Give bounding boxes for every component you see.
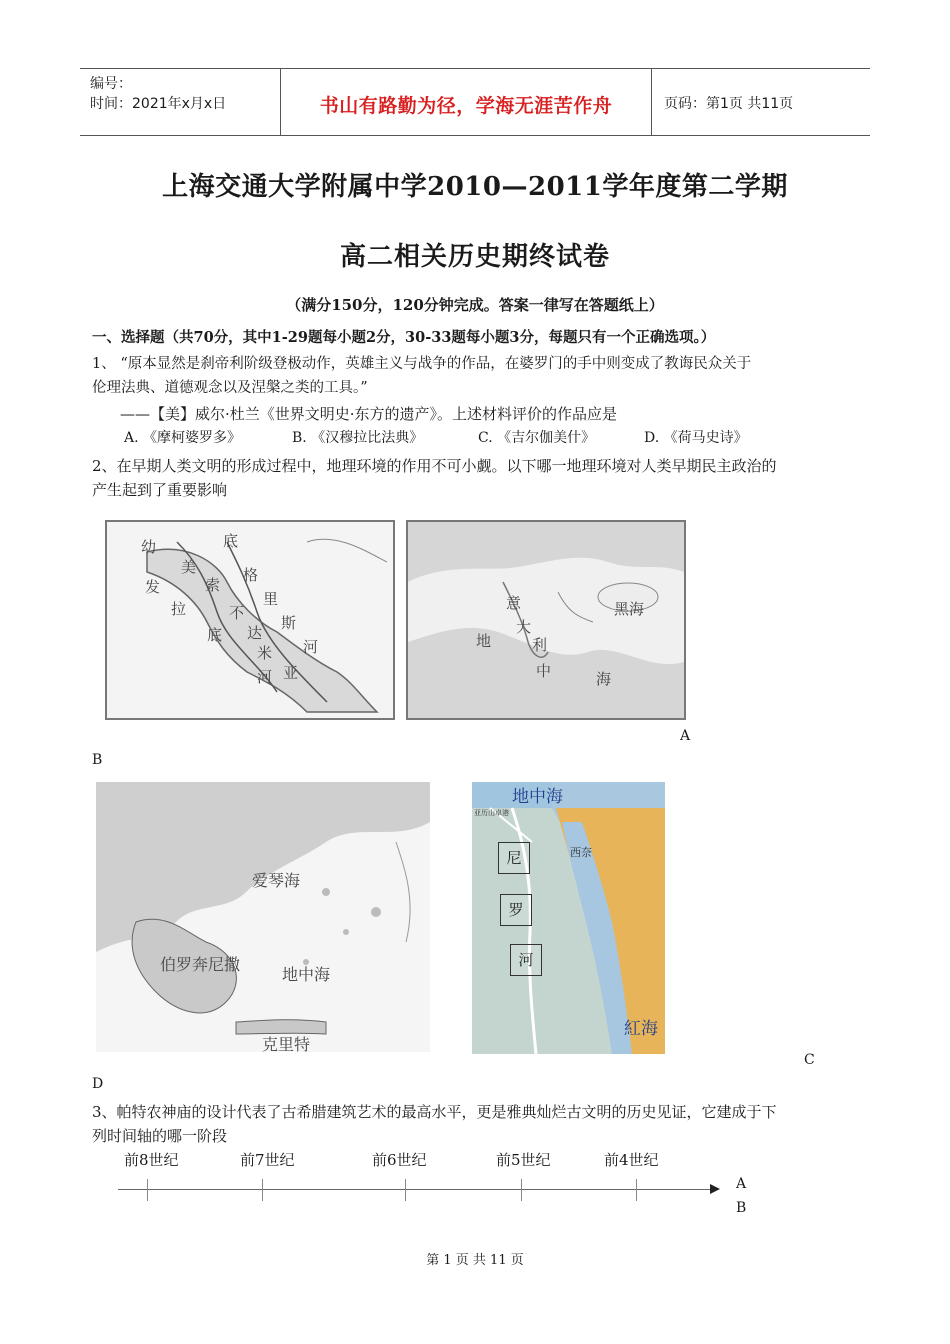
- map1-label-9: 米: [257, 644, 273, 662]
- map-mediterranean[interactable]: [406, 520, 686, 720]
- map2-label-blacksea: 黑海: [614, 600, 645, 618]
- q3-option-b[interactable]: B: [736, 1200, 747, 1216]
- map-nile[interactable]: [472, 782, 665, 1054]
- nile-box-2: 罗: [500, 894, 532, 926]
- map1-label-1: 幼: [141, 538, 157, 556]
- map1-label-6: 索: [205, 576, 221, 594]
- q2-label-d[interactable]: D: [92, 1076, 104, 1092]
- mediterranean-map-graphic: [408, 522, 684, 718]
- map1-label-10: 亚: [283, 664, 299, 682]
- timeline-label-4: 前5世纪: [496, 1151, 551, 1169]
- map3-label-aegean: 爱琴海: [252, 871, 301, 890]
- page-label: 页码：第1页 共11页: [664, 96, 794, 112]
- timeline-tick: [521, 1179, 522, 1201]
- time-label: 时间：2021年x月x日: [90, 96, 227, 112]
- q3-option-a[interactable]: A: [736, 1176, 747, 1192]
- map4-label-port: 亚历山卓港: [474, 809, 509, 817]
- map1-label-13: 斯: [281, 614, 297, 632]
- map2-label-7: 海: [596, 670, 612, 688]
- timeline-axis: [118, 1189, 712, 1190]
- map1-label-7: 不: [229, 604, 245, 622]
- map1-label-14: 河: [303, 638, 319, 656]
- q1-option-d[interactable]: D. 《荷马史诗》: [644, 430, 748, 446]
- map1-label-12: 里: [263, 590, 279, 608]
- timeline-tick: [405, 1179, 406, 1201]
- map1-label-3: 拉: [171, 600, 187, 618]
- q2-line2: 产生起到了重要影响: [92, 481, 228, 499]
- nile-box-1: 尼: [498, 842, 530, 874]
- map1-label-4: 底: [223, 532, 239, 550]
- q1-option-a[interactable]: A. 《摩柯婆罗多》: [124, 430, 242, 446]
- header-table: [80, 68, 870, 136]
- map-mesopotamia[interactable]: [105, 520, 395, 720]
- q2-label-b[interactable]: B: [92, 752, 103, 768]
- exam-title-line1: 上海交通大学附属中学2010—2011学年度第二学期: [162, 172, 788, 202]
- q1-option-c[interactable]: C. 《吉尔伽美什》: [478, 430, 596, 446]
- section-heading: 一、选择题（共70分，其中1-29题每小题2分，30-33题每小题3分，每题只有一个正确选项。）: [92, 329, 716, 346]
- map1-label-8: 达: [247, 624, 263, 642]
- map4-label-sinai: 西奈: [570, 846, 592, 859]
- number-label: 编号：: [90, 76, 132, 92]
- map1-label-15: 底: [207, 626, 223, 644]
- timeline-label-5: 前4世纪: [604, 1151, 659, 1169]
- q2-line1: 2、在早期人类文明的形成过程中，地理环境的作用不可小觑。以下哪一地理环境对人类早期民主政治的: [92, 457, 777, 475]
- map2-label-5: 地: [476, 632, 492, 650]
- map2-label-2: 意: [506, 594, 522, 612]
- nile-box-3: 河: [510, 944, 542, 976]
- q3-line2: 列时间轴的哪一阶段: [92, 1127, 228, 1145]
- q1-source: ——【美】威尔·杜兰《世界文明史·东方的遗产》。上述材料评价的作品应是: [120, 405, 618, 423]
- map3-label-peloponnese: 伯罗奔尼撒: [160, 955, 241, 974]
- timeline-tick: [636, 1179, 637, 1201]
- greece-map-graphic: [96, 782, 430, 1052]
- page-footer: 第 1 页 共 11 页: [426, 1253, 524, 1268]
- timeline-tick: [262, 1179, 263, 1201]
- map3-label-med: 地中海: [282, 965, 331, 984]
- map2-label-3: 大: [516, 618, 532, 636]
- map1-label-16: 河: [257, 668, 273, 686]
- motto: 书山有路勤为径，学海无涯苦作舟: [319, 95, 613, 117]
- q3-line1: 3、帕特农神庙的设计代表了古希腊建筑艺术的最高水平，更是雅典灿烂古文明的历史见证，它建成于下: [92, 1103, 777, 1121]
- map4-label-med: 地中海: [512, 787, 563, 807]
- map2-label-4: 利: [532, 636, 548, 654]
- q1-line2: 伦理法典、道德观念以及涅槃之类的工具。”: [92, 380, 368, 396]
- exam-note: （满分150分，120分钟完成。答案一律写在答题纸上）: [286, 296, 664, 314]
- exam-title-line2: 高二相关历史期终试卷: [339, 242, 610, 272]
- map1-label-2: 发: [145, 578, 161, 596]
- q2-label-a[interactable]: A: [680, 728, 691, 744]
- map4-label-redsea: 紅海: [624, 1019, 658, 1039]
- map1-label-11: 格: [243, 566, 259, 584]
- timeline-label-3: 前6世纪: [372, 1151, 427, 1169]
- header-left-cell: [80, 69, 281, 135]
- header-motto-cell: [281, 69, 652, 135]
- map-greece[interactable]: [96, 782, 430, 1052]
- timeline-arrow-icon: [710, 1184, 720, 1194]
- q1-option-b[interactable]: B. 《汉穆拉比法典》: [292, 430, 424, 446]
- timeline-label-2: 前7世纪: [240, 1151, 295, 1169]
- map3-label-crete: 克里特: [262, 1035, 311, 1052]
- header-right-cell: [652, 69, 870, 135]
- timeline-tick: [147, 1179, 148, 1201]
- q1-line1: 1、 “原本显然是刹帝利阶级登极动作，英雄主义与战争的作品，在婆罗门的手中则变成了教诲民众关于: [92, 356, 752, 372]
- map1-label-5: 美: [181, 558, 197, 576]
- timeline-label-1: 前8世纪: [124, 1151, 179, 1169]
- map2-label-6: 中: [536, 662, 552, 680]
- q2-label-c[interactable]: C: [804, 1052, 815, 1068]
